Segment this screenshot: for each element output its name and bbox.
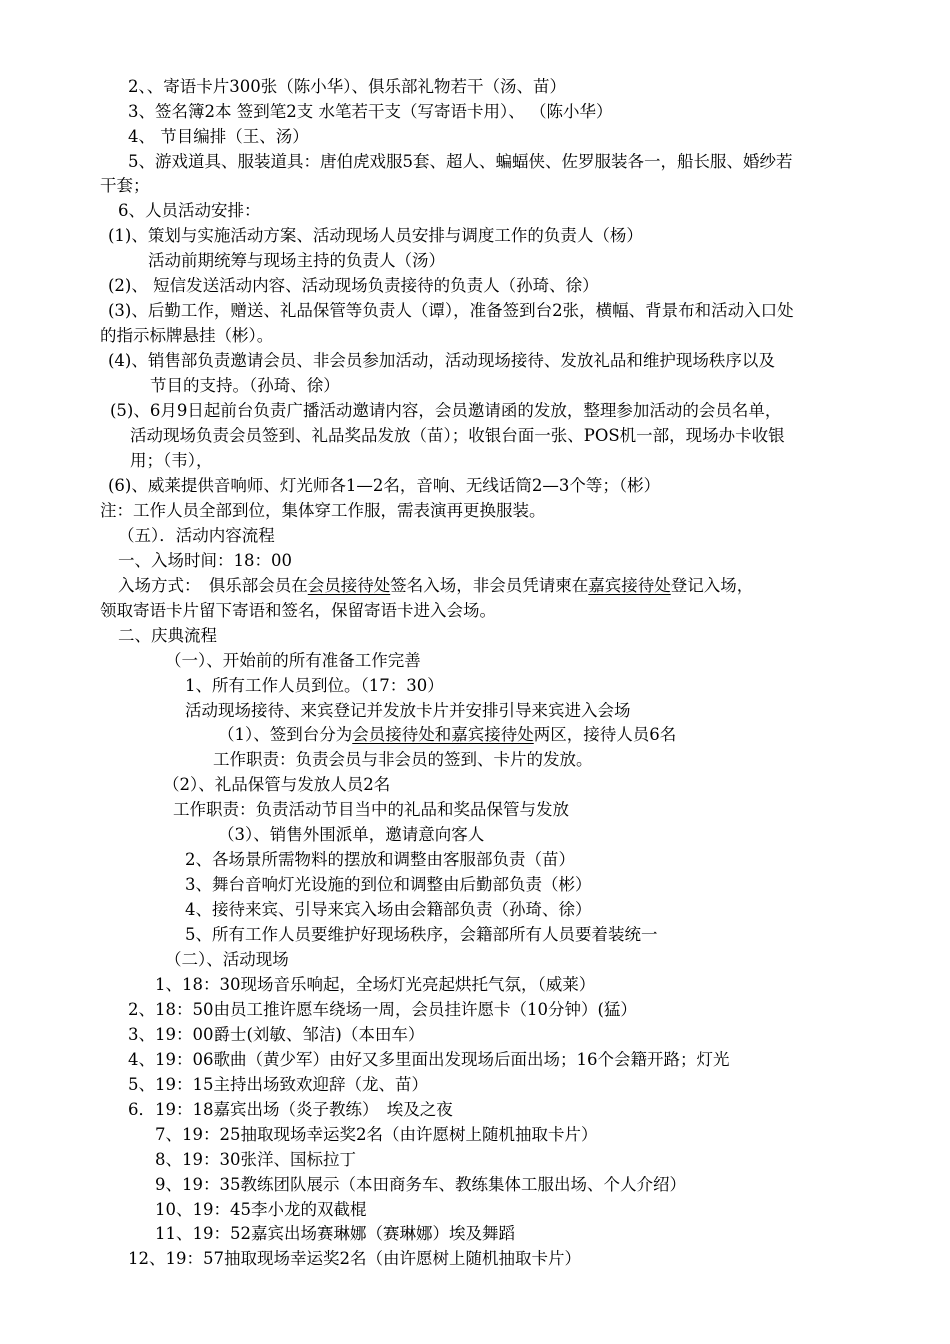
sign-desk-text: （1）、签到台分为 xyxy=(218,725,353,744)
text-line: 4、19：06歌曲（黄少军）由好又多里面出发现场后面出场；16个会籍开路；灯光 xyxy=(128,1050,730,1069)
guest-desk-link-text: 嘉宾接待处 xyxy=(588,576,671,595)
text-line: 12、19：57抽取现场幸运奖2名（由许愿树上随机抽取卡片） xyxy=(128,1249,581,1268)
text-line: 工作职责：负责会员与非会员的签到、卡片的发放。 xyxy=(213,750,593,769)
text-line: (6)、威莱提供音响师、灯光师各1—2名，音响、无线话筒2—3个等；（彬） xyxy=(108,476,661,495)
text-line: 2、、寄语卡片300张（陈小华）、俱乐部礼物若干（汤、苗） xyxy=(128,77,566,96)
text-line: （3）、销售外围派单，邀请意向客人 xyxy=(218,825,485,844)
text-line: (5)、6月9日起前台负责广播活动邀请内容，会员邀请函的发放，整理参加活动的会员名单， xyxy=(110,401,782,420)
note-line: 注：工作人员全部到位，集体穿工作服，需表演再更换服装。 xyxy=(100,501,546,520)
text-line: 5、游戏道具、服装道具：唐伯虎戏服5套、超人、蝙蝠侠、佐罗服装各一，船长服、婚纱若 xyxy=(128,152,793,171)
sign-desk-line xyxy=(218,724,676,746)
text-line: 10、19：45李小龙的双截棍 xyxy=(155,1200,367,1219)
entry-method-text: 登记入场， xyxy=(670,576,754,595)
text-line: （一）、开始前的所有准备工作完善 xyxy=(165,651,421,670)
entry-method-line xyxy=(118,575,753,597)
text-line: 6．19：18嘉宾出场（炎子教练） 埃及之夜 xyxy=(128,1100,453,1119)
text-line: (4)、销售部负责邀请会员、非会员参加活动，活动现场接待、发放礼品和维护现场秩序以及 xyxy=(108,351,775,370)
text-line: 2、18：50由员工推许愿车绕场一周，会员挂许愿卡（10分钟）(猛） xyxy=(128,1000,637,1019)
text-line: 2、各场景所需物料的摆放和调整由客服部负责（苗） xyxy=(185,850,575,869)
text-line: 3、舞台音响灯光设施的到位和调整由后勤部负责（彬） xyxy=(185,875,592,894)
text-line: 干套； xyxy=(100,176,150,195)
sign-desk-text: 两区，接待人员6名 xyxy=(533,725,677,744)
text-line: 3、签名簿2本 签到笔2支 水笔若干支（写寄语卡用）、 （陈小华） xyxy=(128,102,613,121)
entry-method-text: 签名入场，非会员凭请柬在 xyxy=(390,576,589,595)
text-line: (3)、后勤工作，赠送、礼品保管等负责人（谭），准备签到台2张，横幅、背景布和活动入口处 xyxy=(108,301,794,320)
text-line: （2）、礼品保管与发放人员2名 xyxy=(163,775,391,794)
text-line: 4、 节目编排（王、汤） xyxy=(128,127,309,146)
text-line: 11、19：52嘉宾出场赛琳娜（赛琳娜）埃及舞蹈 xyxy=(155,1224,515,1243)
text-line: 5、19：15主持出场致欢迎辞（龙、苗） xyxy=(128,1075,428,1094)
text-line: 活动现场接待、来宾登记并发放卡片并安排引导来宾进入会场 xyxy=(185,701,631,720)
desk-areas-text: 会员接待处和嘉宾接待处 xyxy=(352,725,534,744)
text-line: 5、所有工作人员要维护好现场秩序，会籍部所有人员要着装统一 xyxy=(185,925,658,944)
text-line: （二）、活动现场 xyxy=(165,950,289,969)
section-heading: 6、人员活动安排： xyxy=(118,201,261,220)
section-heading: 二、庆典流程 xyxy=(118,626,217,645)
text-line: 7、19：25抽取现场幸运奖2名（由许愿树上随机抽取卡片） xyxy=(155,1125,598,1144)
text-line: 3、19：00爵士(刘敏、邹洁)（本田车） xyxy=(128,1025,425,1044)
text-line: 8、19：30张洋、国标拉丁 xyxy=(155,1150,356,1169)
entry-method-text: 入场方式： 俱乐部会员在 xyxy=(118,576,308,595)
text-line: 4、接待来宾、引导来宾入场由会籍部负责（孙琦、徐） xyxy=(185,900,592,919)
text-line: (2)、 短信发送活动内容、活动现场负责接待的负责人（孙琦、徐） xyxy=(108,276,599,295)
text-line: 活动前期统筹与现场主持的负责人（汤） xyxy=(148,251,445,270)
text-line: 活动现场负责会员签到、礼品奖品发放（苗）；收银台面一张、POS机一部，现场办卡收银 xyxy=(130,426,785,445)
text-line: (1)、策划与实施活动方案、活动现场人员安排与调度工作的负责人（杨） xyxy=(108,226,643,245)
section-heading: （五）．活动内容流程 xyxy=(118,526,275,545)
text-line: 9、19：35教练团队展示（本田商务车、教练集体工服出场、个人介绍） xyxy=(155,1175,686,1194)
text-line: 一、入场时间：18：00 xyxy=(118,551,292,570)
text-line: 领取寄语卡片留下寄语和签名，保留寄语卡进入会场。 xyxy=(100,601,496,620)
member-desk-link-text: 会员接待处 xyxy=(307,576,391,595)
text-line: 1、所有工作人员到位。（17：30） xyxy=(185,676,444,695)
text-line: 用；（韦）， xyxy=(130,451,213,470)
text-line: 的指示标牌悬挂（彬）。 xyxy=(100,326,274,345)
text-line: 节目的支持。（孙琦、徐） xyxy=(150,376,340,395)
text-line: 工作职责：负责活动节目当中的礼品和奖品保管与发放 xyxy=(173,800,569,819)
text-line: 1、18：30现场音乐响起，全场灯光亮起烘托气氛，（威莱） xyxy=(155,975,596,994)
